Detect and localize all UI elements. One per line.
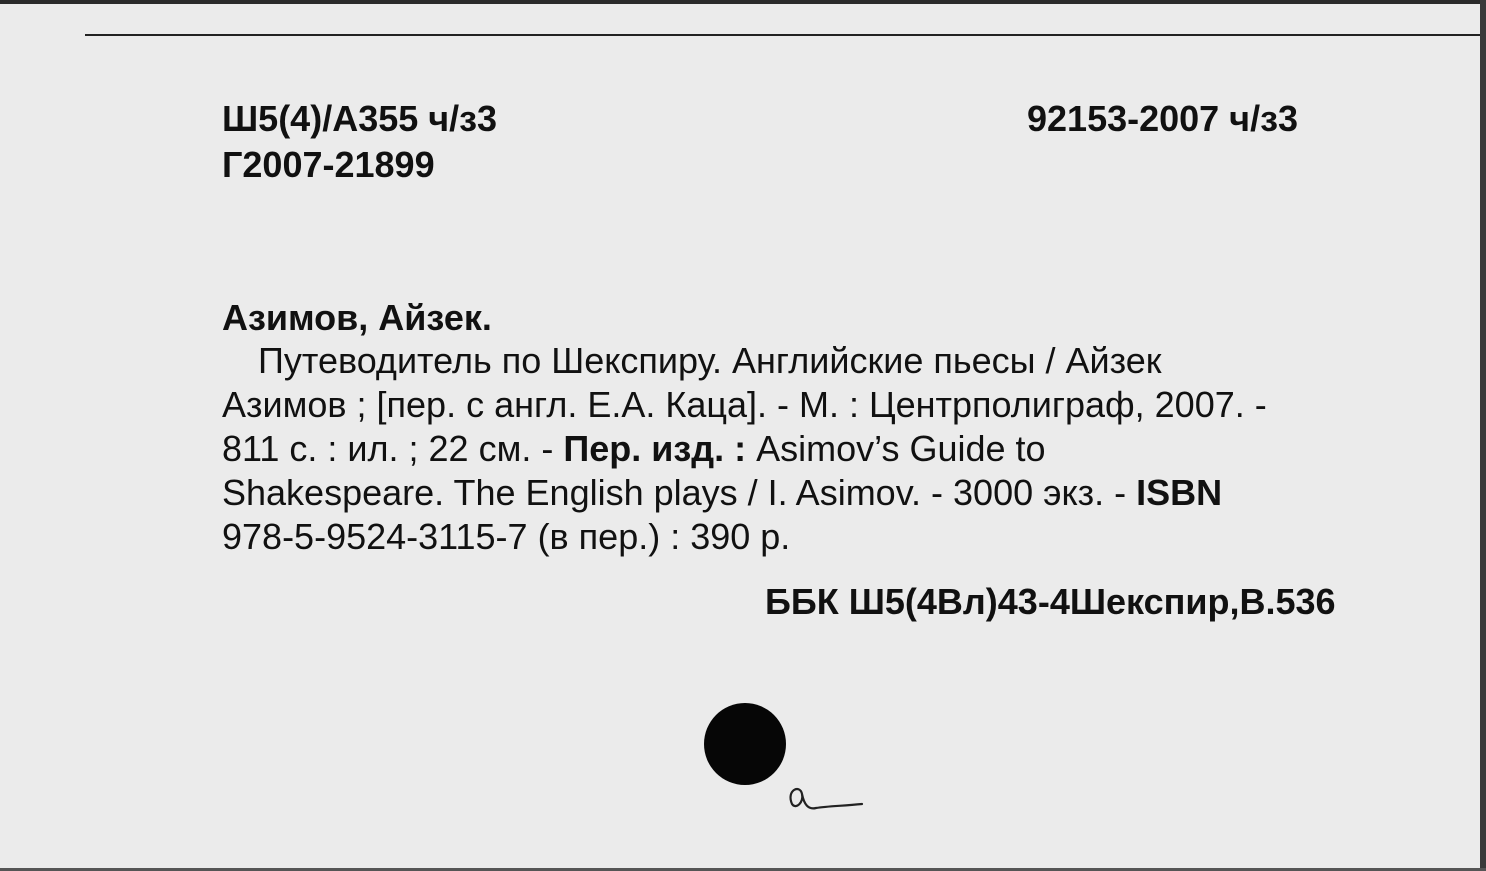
description-segment: 811 с. : ил. ; 22 см. - [222, 428, 564, 469]
description-line: Путеводитель по Шекспиру. Английские пьесы / Айзек [258, 340, 1162, 381]
description-segment: Shakespeare. The English plays / I. Asimov. - 3000 экз. - [222, 472, 1137, 513]
description-segment: Asimov’s Guide to [746, 428, 1046, 469]
bibliographic-description [222, 339, 1267, 559]
description-line [222, 471, 1267, 515]
top-rule-line [85, 34, 1486, 36]
card-right-edge [1480, 0, 1486, 871]
description-line: 978-5-9524-3115-7 (в пер.) : 390 р. [222, 516, 791, 557]
punch-hole [704, 703, 786, 785]
card-top-edge [0, 0, 1486, 4]
description-line [222, 427, 1267, 471]
author-heading: Азимов, Айзек. [222, 297, 492, 338]
inventory-number: 92153-2007 ч/з3 [1027, 98, 1299, 139]
original-edition-label: Пер. изд. : [563, 428, 747, 469]
shelf-mark: Ш5(4)/А355 ч/з3 [222, 98, 498, 139]
bbk-classification: ББК Ш5(4Вл)43-4Шекспир,В.536 [765, 581, 1336, 622]
handwritten-initial-mark [782, 770, 872, 835]
registration-number: Г2007-21899 [222, 144, 435, 185]
description-line: Азимов ; [пер. с англ. Е.А. Каца]. - М. : Центрполиграф, 2007. - [222, 384, 1267, 425]
isbn-label: ISBN [1136, 472, 1223, 513]
